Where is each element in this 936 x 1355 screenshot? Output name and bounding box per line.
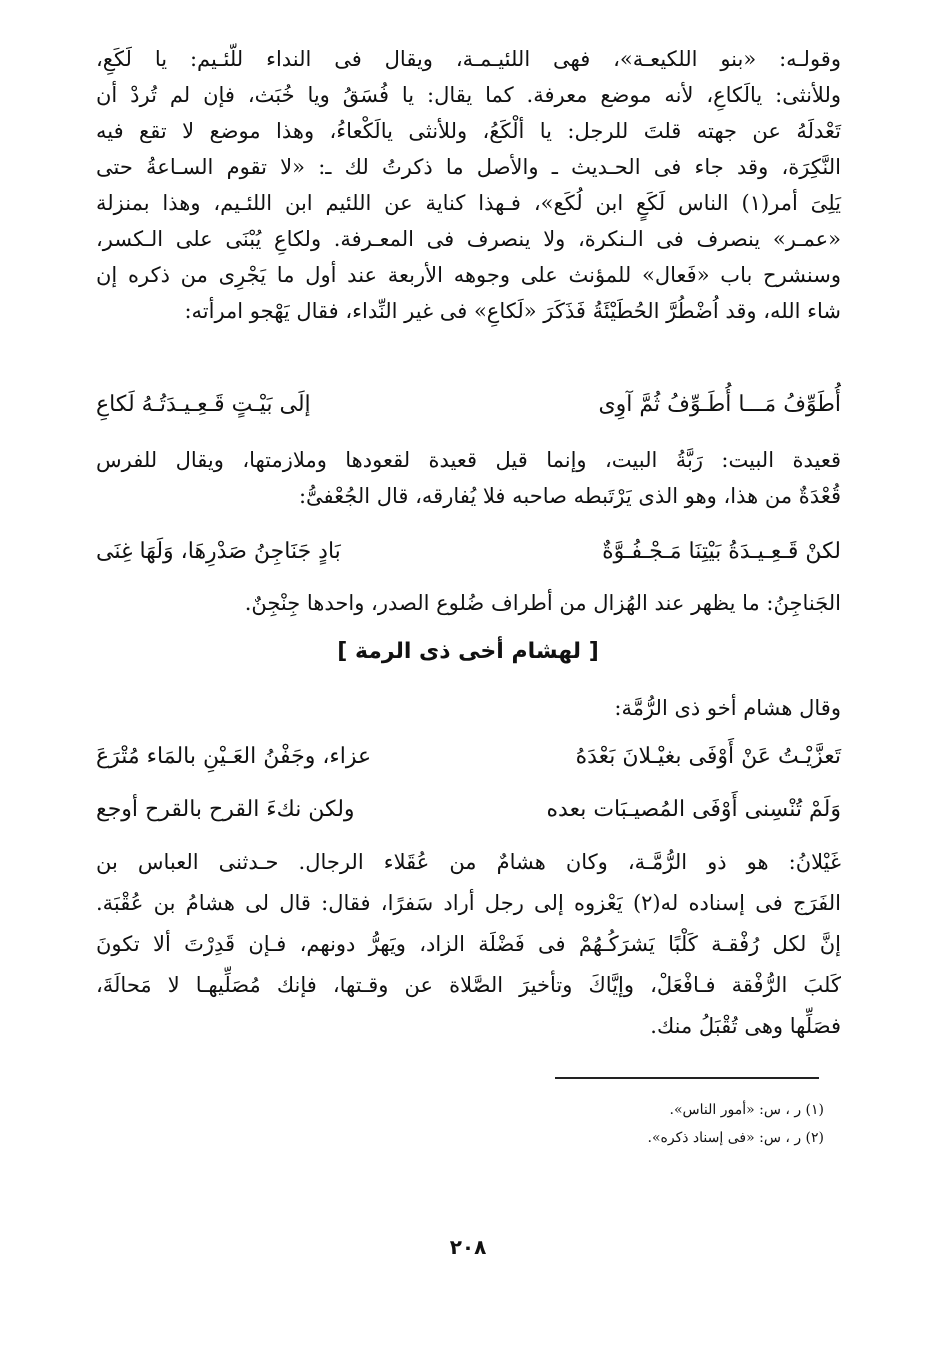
poem-verse bbox=[96, 737, 841, 777]
paragraph-line: كَلبَ الرُّفْقة فـافْعَلْ، وإيَّاكَ وتأخيرَ الصَّلاة عن وقـتها، فإنك مُصَلِّيهـا لا مَحالَةَ، bbox=[96, 973, 841, 997]
footnote-divider bbox=[555, 1077, 819, 1079]
verse-first-hemistich: وَلَمْ تُنْسِنى أَوْفَى المُصيـبَات بعده bbox=[546, 797, 841, 822]
verse-first-hemistich: لكنْ قَـعِـيـدَةُ بَيْتِنَا مَـجْـفُـوَّةٌ bbox=[602, 539, 841, 564]
paragraph-line: يَلِىَ أمر(١) الناس لَكَعٍ ابن لُكَع»، فـهذا كناية عن اللئيم ابن اللئـيم، وهذا بمنزلة bbox=[96, 191, 841, 215]
paragraph-line: إنَّ لكل رُفْقـة كَلْبًا يَشرَكُـهُمْ فى فَضْلَة الزاد، ويَهرُّ دونهم، فـإن قَدِرْتَ ألا تكونَ bbox=[96, 932, 841, 956]
verse-second-hemistich: إلَى بَيْـتٍ قَـعِـيـدَتُـهُ لَكاعِ bbox=[96, 392, 311, 417]
paragraph-line: قُعْدَةٌ من هذا، وهو الذى يَرْتَبطه صاحبه فلا يُفارقه، قال الجُعْفىُّ: bbox=[298, 484, 841, 508]
paragraph-line: الجَناجِنُ: ما يظهر عند الهُزال من أطراف ضُلوع الصدر، واحدها جِنْجِنٌ. bbox=[244, 591, 841, 615]
paragraph-line: وللأنثى: يالَكاعِ، لأنه موضع معرفة. كما يقال: يا فُسَقُ ويا خُبَث، فإن لم تُردْ أن bbox=[96, 83, 841, 107]
footnote: (٢) ر ، س: «فى إسناد ذكره». bbox=[647, 1130, 824, 1146]
paragraph-line: «عمـر» ينصرف فى الـنكرة، ولا ينصرف فى المعـرفة. ولكاعِ يُبْنَى على الـكسر، bbox=[96, 227, 841, 251]
section-heading: [ لهشام أخى ذى الرمة ] bbox=[337, 639, 599, 664]
paragraph-line: تَعْدلَهُ عن جهته قلتَ للرجل: يا ألْكَعُ، وللأنثى يالَكْعاءُ، وهذا موضع لا تقع فيه bbox=[96, 119, 841, 143]
paragraph-line: فصَلِّها وهى تُقْبَلُ منك. bbox=[650, 1014, 841, 1038]
verse-first-hemistich: أُطَوِّفُ مَـــا أُطَـوِّفُ ثُمَّ آوِى bbox=[598, 392, 841, 417]
paragraph-line: النَّكِرَة، وقد جاء فى الحـديث ـ والأصل ما ذكرتُ لك ـ: «لا تقوم السـاعةُ حتى bbox=[96, 155, 841, 179]
verse-second-hemistich: عزاء، وجَفْنُ العَـيْنِ بالمَاء مُتْرَعَ bbox=[96, 744, 372, 769]
verse-second-hemistich: بَادٍ جَنَاجِنُ صَدْرِهَا، وَلَهَا غِنَى bbox=[96, 539, 341, 564]
poem-verse bbox=[96, 790, 841, 830]
verse-second-hemistich: ولكن نكءَ القرح بالقرح أوجع bbox=[96, 797, 355, 822]
paragraph-line: وقولـه: «بنو اللكيعـة»، فهى اللئيـمـة، ويقال فى النداء للّئـيم: يا لَكَعِ، bbox=[96, 47, 841, 71]
paragraph-line: الفَرَج فى إسناده له(٢) يَعْزوه إلى رجل أراد سَفرًا، فقال: قال لى هشامُ بن عُقْبَة. bbox=[96, 891, 841, 915]
paragraph-line: غَيْلانُ: هو ذو الرُّمَّـة، وكان هشامٌ من عُقَلاء الرجال. حـدثنى العباس بن bbox=[96, 850, 841, 874]
paragraph-line: وسنشرح باب «فَعال» للمؤنث على وجوهه الأربعة عند أول ما يَجْرِى من ذكره إن bbox=[96, 263, 841, 287]
verse-first-hemistich: تَعزَّيْـتُ عَنْ أَوْفَى بغيْـلانَ بَعْدَهُ bbox=[575, 744, 841, 769]
paragraph-line: وقال هشام أخو ذى الرُّمَّة: bbox=[614, 696, 841, 720]
paragraph-line: قعيدة البيت: رَبَّةُ البيت، وإنما قيل قعيدة لقعودها وملازمتها، ويقال للفرس bbox=[96, 448, 841, 472]
page-number: ٢٠٨ bbox=[449, 1235, 487, 1259]
footnote: (١) ر ، س: «أمور الناس». bbox=[669, 1102, 824, 1118]
paragraph-line: شاء الله، وقد اُضْطُرَّ الحُطَيْئَةُ فَذَكَرَ «لَكاعِ» فى غير النِّداء، فقال يَهْجو امرأته: bbox=[184, 299, 841, 323]
poem-verse bbox=[96, 385, 841, 425]
poem-verse bbox=[96, 532, 841, 572]
